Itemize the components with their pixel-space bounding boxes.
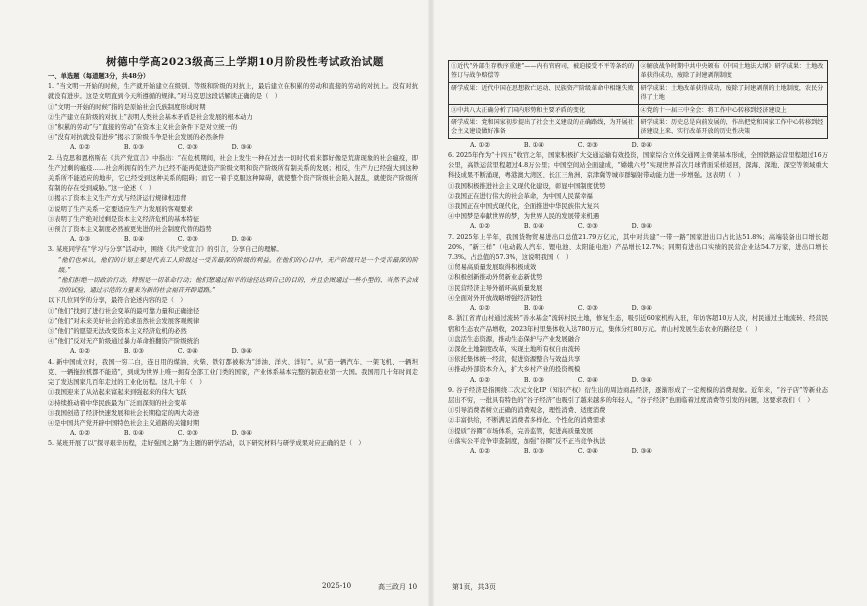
question-text: ③表明了生产绝对过剩是资本主义经济危机的基本特征 [48, 215, 200, 223]
question-text: 5. 某班开展了以“探寻艰辛历程，走好强国之路”为主题的研学活动，以下研究材料与研学成果对应正确的是（ ） [48, 440, 365, 448]
answer-option: D. ③④ [231, 144, 252, 152]
answer-options [48, 429, 418, 439]
answer-option: C. ②④ [577, 376, 598, 384]
answer-option: D. ②④ [231, 236, 252, 244]
table-row [449, 82, 828, 104]
question-text: ①我国迎来了从站起来富起来到强起来的伟大飞跃 [48, 389, 187, 397]
table-cell: 研学成果：历史总是向前发展的，作出把党和国家工作中心转移到经济建设上来、实行改革开放的历史性决策 [638, 117, 828, 139]
question-text: 9. 谷子经济是指围绕二次元文化IP（知识产权）衍生出的周边商品经济，逐渐形成了一定规模的消费现象。近年来，“谷子店”等新业态层出不穷，一批具有特色的“谷子经济”也吸引了越来越多的年轻人，“谷子经济”也面临着过度消费等引发的问题，这要求我们（ ） [448, 386, 828, 404]
answer-options [448, 447, 828, 457]
answer-options [448, 222, 828, 232]
footer-subject: 高三政月 10 [378, 583, 418, 591]
answer-option: B. ①③ [123, 348, 144, 356]
question-text: ①我国积极推进社会主义现代化建设，彰显中国制度优势 [448, 182, 606, 190]
question-text: ③我国正在中国式现代化，全面推进中华民族伟大复兴 [448, 203, 600, 211]
answer-options [48, 143, 418, 153]
table-cell: 研学成果：党和国家初步提出了社会主义建设的正确路线，为开展社会主义建设做好准备 [449, 117, 639, 139]
table-row [449, 104, 828, 116]
quoted-passage: “他们拒绝一切政治行动，特别是一切革命行动；他们想通过和平的途径达到自己的目的，并且企图通过一些小型的、当然不会成功的试验，通过示范的力量来为新的社会福音开辟道路。” [58, 277, 418, 295]
question-text: ③民营经济主导外循环高质量发展 [448, 284, 543, 292]
table-cell: 研学成果：近代中国在思想救亡运动、民族资产阶级革命中相继失败 [449, 82, 639, 104]
answer-options [448, 141, 828, 151]
question-text: 2. 马克思和恩格斯在《共产党宣言》中指出：“在危机期间，社会上发生一种在过去一切时代看来都好像是荒唐现象的社会瘟疫，即生产过剩的瘟疫……社会所拥有的生产力已经不能再促进资产阶级文明和资产阶级所有制关系的发展；相反，生产力已经强大到这种关系所不能适应的地步，它已经受到这种关系的阻碍；而它一着手克服这种障碍，就使整个资产阶级社会陷入混乱，就使资产阶级所有制的存在受到威胁。”这一论述（ ） [48, 154, 418, 193]
left-column-body [48, 82, 418, 449]
question-text: ④全面对外开放战略增强经济韧性 [448, 294, 543, 302]
question-text: ④预言了资本主义制度必然被更先进的社会制度代替的趋势 [48, 226, 212, 234]
answer-option: C. ②③ [177, 430, 198, 438]
question-text: ④是中国共产党开辟中国特色社会主义道路的关键时期 [48, 419, 200, 427]
answer-option: B. ①③ [123, 144, 144, 152]
question-text: ②持续推动着中华民族最为广泛而深刻的社会变革 [48, 399, 187, 407]
question-text: ①引导消费者树立正确的消费观念，理性消费、适度消费 [448, 407, 606, 415]
question-text: ③“他们”的愿望无法改变资本主义经济危机的必然 [48, 328, 187, 336]
answer-option: C. ②③ [177, 236, 198, 244]
answer-option: A. ①③ [70, 236, 90, 244]
answer-option: B. ①③ [523, 376, 544, 384]
answer-option: D. ③④ [231, 430, 252, 438]
question-text: ③“积累的劳动”与“直接的劳动”在资本主义社会条件下是对立统一的 [48, 124, 238, 132]
answer-option: B. ①④ [123, 430, 144, 438]
answer-options [448, 304, 828, 314]
answer-option: C. ②④ [577, 447, 598, 455]
page-fold-shadow [428, 0, 434, 606]
table-cell: ④党的十一届三中全会：将工作中心转移到经济建设上 [638, 104, 828, 116]
answer-option: B. ①④ [123, 236, 144, 244]
answer-option: C. ②③ [577, 141, 598, 149]
question-text: 6. 2025年作为“十四五”收官之年，国家积极扩大交通运输有效投资，国家综合立体交通网主骨架基本形成，全国铁路运营里程超过16万公里，高铁运营里程超过4.8万公里；中国空间站全面建成，“嫦娥六号”实现世界首次月球背面采样返回，深海、深地、深空等领域重大科技成果不断涌现，粤港澳大湾区、长江三角洲、京津冀等城市群辐射带动能力进一步增强。这表明（ ） [448, 152, 828, 180]
question-text: 4. 新中国成立时，我国一穷二白，连日用的煤油、火柴、铁钉都被称为“洋油、洋火、洋钉”。从“造一辆汽车、一架飞机、一辆坦克、一辆拖拉机都不能造”，到成为世界上唯一拥有全部工业门类的国家，产业体系基本完整的制造业第一大国。我国用几十年时间走完了发达国家几百年走过的工业化历程。这几十年（ ） [48, 358, 418, 387]
question-text: ④“没有对抗就没有进步”揭示了阶级斗争是社会发展的必然条件 [48, 134, 225, 142]
question-text: ②生产建立在阶级的对抗上”表明人类社会基本矛盾是社会发展的根本动力 [48, 113, 253, 121]
answer-option: D. ③④ [631, 376, 652, 384]
answer-option: C. ②④ [177, 348, 198, 356]
answer-option: B. ①④ [523, 223, 544, 231]
answer-option: A. ①② [70, 430, 90, 438]
question-text: ②“他们”对未来美好社会的追求虽然社会发展客观规律 [48, 317, 200, 325]
right-column-body [448, 141, 828, 457]
question-text: ③提质“谷圈”市场体系，完善监管，促进高质量发展 [448, 427, 593, 435]
research-materials-table [448, 60, 828, 139]
table-cell: ③中共八大正确分析了国内形势和主要矛盾的变化 [449, 104, 639, 116]
answer-option: A. ①② [470, 447, 490, 455]
question-text: ②积极创新推动外贸新业态新优势 [448, 274, 543, 282]
right-column [448, 60, 828, 457]
answer-option: A. ①② [470, 376, 490, 384]
table-cell: ②解放战争时期中共中央颁布《中国土地法大纲》研学成果：土地改革获得成功，废除了封建剥削制度 [638, 61, 828, 83]
answer-option: D. ②④ [631, 141, 652, 149]
answer-option: A. ①② [470, 141, 490, 149]
question-text: ①盘活生态资源，推动生态保护与产业发展融合 [448, 335, 581, 343]
question-text: ①“文明一开始的时候”指的是原始社会氏族制度形成时期 [48, 103, 206, 111]
answer-option: D. ③④ [631, 305, 652, 313]
answer-option: B. ①④ [523, 141, 544, 149]
question-text: 3. 某班同学在“学习与分享”活动中，围绕《共产党宣言》的引言，分享自己的理解。 [48, 246, 283, 254]
question-text: ②丰富供给，不断满足消费者多样化、个性化的消费需求 [448, 417, 606, 425]
table-cell: 研学成果：土地改革获得成功，废除了封建剥削的土地制度，农民分得了土地 [638, 82, 828, 104]
footer-date: 2025-10 [322, 582, 352, 590]
answer-option: D. ③④ [631, 223, 652, 231]
question-text: ②说明了生产关系一定要适应生产力发展的客观要求 [48, 205, 193, 213]
question-text: ②深化土地制度改革，实现土地所有权自由流转 [448, 345, 581, 353]
answer-option: A. ①② [70, 348, 90, 356]
table-row [449, 117, 828, 139]
table-row [449, 61, 828, 83]
answer-option: A. ①② [70, 144, 90, 152]
left-column [48, 72, 418, 450]
question-text: 7. 2025年上半年，我国货物贸易进出口总值21.79万亿元，其中对共建“一带一路”国家进出口占比达51.8%；高端装备出口增长超20%，“新三样”（电动载人汽车、锂电池、太阳能电池）产品增长12.7%；同期有进出口实绩的民营企业达54.7万家，进出口增长7.3%。占总值的57.3%，这说明我国（ ） [448, 233, 828, 262]
question-text: ①“他们”找到了进行社会变革的最可靠力量和正确途径 [48, 307, 200, 315]
question-text: 以下几位同学的分享，最符合论述内容的是（ ） [48, 297, 187, 305]
question-text: ④推动外部资本介入，扩大乡村产业的投资规模 [448, 366, 581, 374]
answer-option: B. ①④ [523, 305, 544, 313]
exam-title: 树德中学高2023级高三上学期10月阶段性考试政治试题 [106, 56, 384, 68]
footer-page: 第1页，共3页 [452, 583, 496, 591]
question-text: ①揭示了资本主义生产方式与经济运行规律相违背 [48, 195, 187, 203]
answer-option: A. ①② [470, 305, 490, 313]
question-text: 8. 浙江省青山村通过流转“善水基金”流转村民土地，修复生态，吸引近60家机构入驻，年访客超10万人次，村民通过土地流转、经营民宿和生态农产品增收，2023年村里集体收入达780万元，集体分红80万元。青山村发展生态农业的路径是（ ） [448, 315, 828, 333]
question-text: ①贸易高质量发展取得积极成效 [448, 264, 537, 272]
answer-option: B. ①③ [523, 447, 544, 455]
answer-options [48, 235, 418, 245]
answer-option: D. ③④ [231, 348, 252, 356]
section-heading: 一、单选题（每道题3分，共48分） [48, 73, 150, 80]
question-text: ③依托集体统一经营，促进资源整合与效益共享 [448, 356, 581, 364]
table-cell: ①近代“外部生存秩序重建”——内有官府司，被迫接受不平等条约的签订与战争赔偿等 [449, 61, 639, 83]
answer-option: C. ②③ [577, 305, 598, 313]
answer-options [448, 376, 828, 386]
answer-option: A. ①② [470, 223, 490, 231]
question-text: ④中国梦是奉献世界的梦，为世界人民的发展带来机遇 [448, 213, 600, 221]
answer-options [48, 347, 418, 357]
question-text: ③我国创造了经济快速发展和社会长期稳定的两大奇迹 [48, 409, 200, 417]
quoted-passage: “他们也承认，他们的计划主要是代表工人阶级这一受苦最深的阶级的利益。在他们的心目中，无产阶级只是一个受苦最深的阶级。” [58, 256, 418, 274]
question-text: ②我国正在进行伟大的社会革命，为中国人民谋幸福 [448, 192, 593, 200]
answer-option: C. ②③ [577, 223, 598, 231]
answer-option: C. ②③ [177, 144, 198, 152]
question-text: ④“他们”反对无产阶级通过暴力革命推翻资产阶级统治 [48, 338, 200, 346]
question-text: 1. “当文明一开始的时候，生产就开始建立在级别、等级和阶级的对抗上，最后建立在积累的劳动和直接的劳动的对抗上。没有对抗就没有进步。这是文明直到今天所遵循的规律。”对马克思这段话解读正确的是（ ） [48, 83, 418, 101]
answer-option: D. ③④ [631, 447, 652, 455]
question-text: ④落实公平竞争审查制度，加强“谷圈”反不正当竞争执法 [448, 437, 606, 445]
